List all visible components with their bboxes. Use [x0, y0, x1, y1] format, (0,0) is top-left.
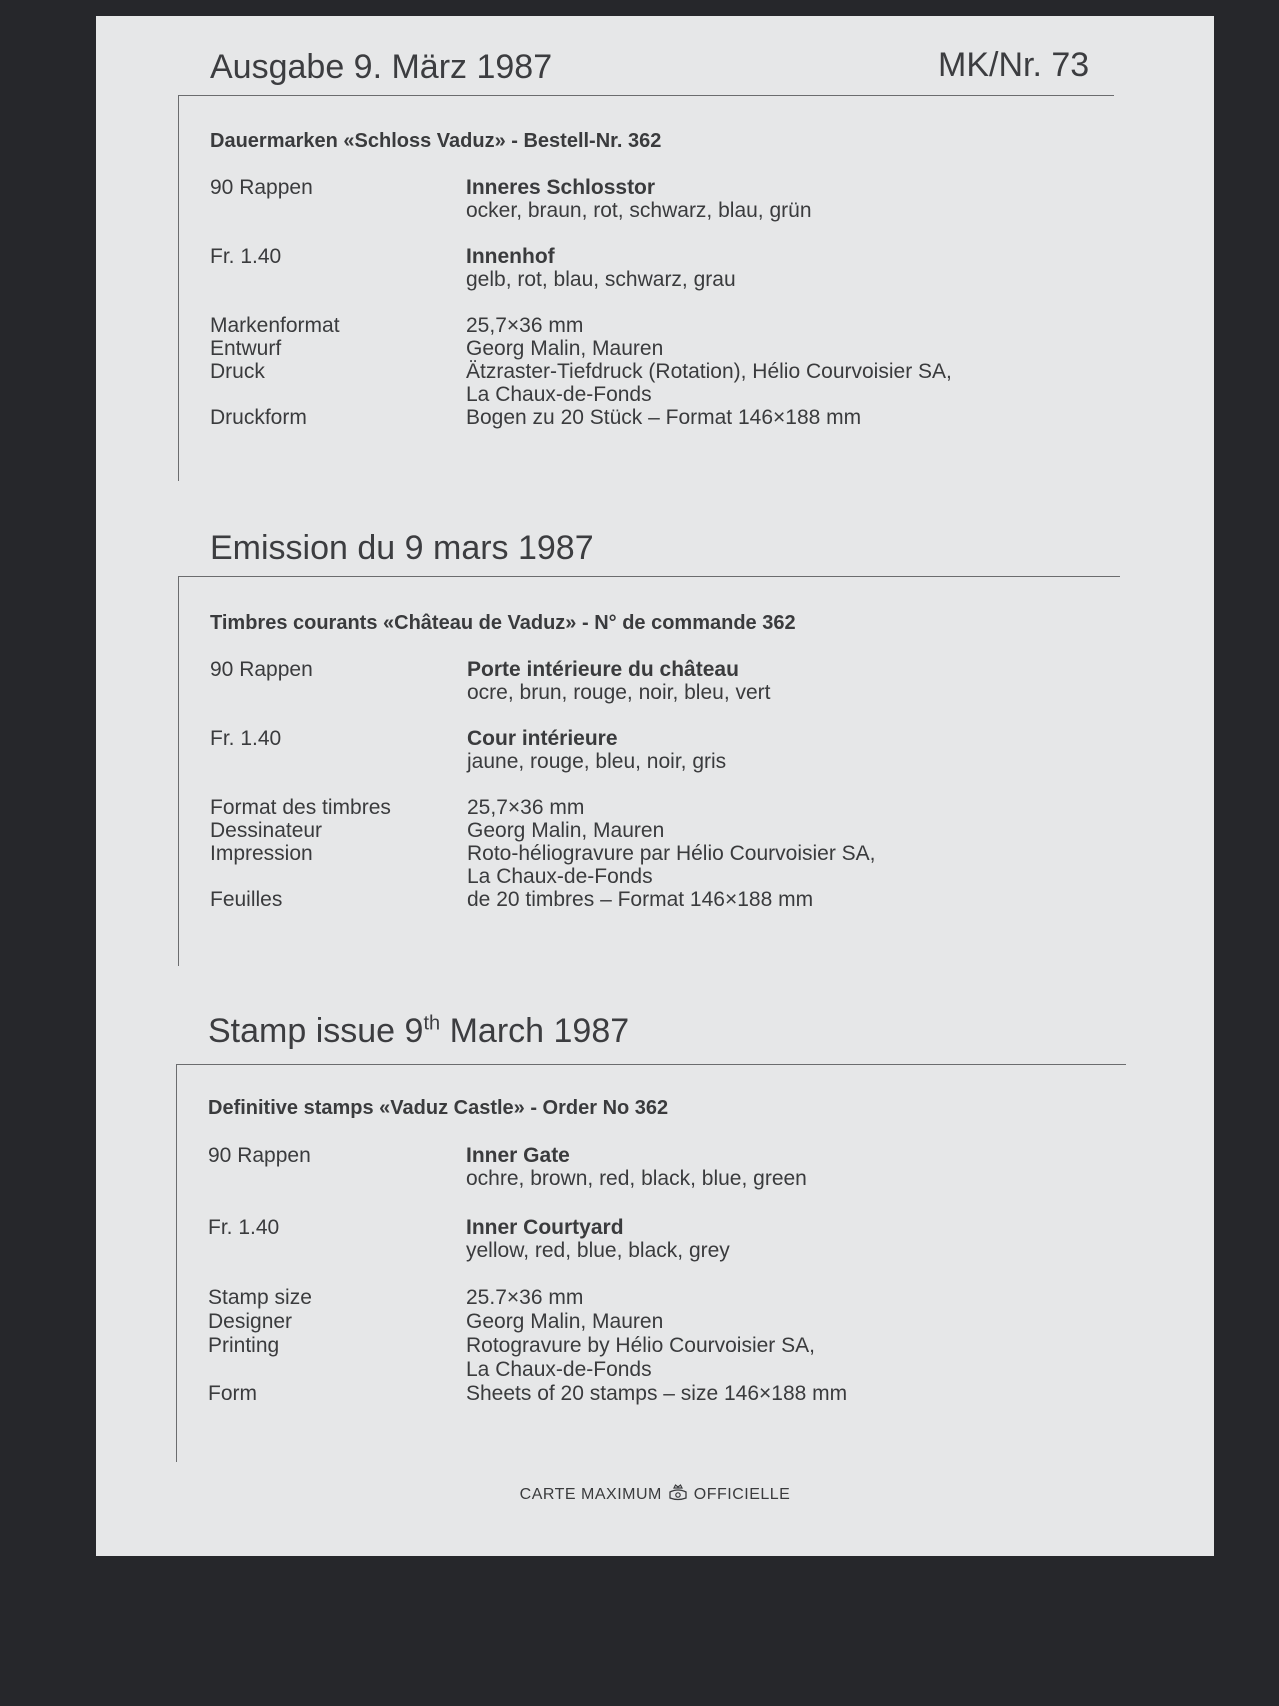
stamp-value: Fr. 1.40 [208, 1216, 280, 1239]
stamp-value: 90 Rappen [210, 658, 313, 681]
detail-label: Druck [210, 360, 265, 383]
detail-value: 25,7×36 mm [466, 314, 584, 337]
detail-value: Roto-héliogravure par Hélio Courvoisier SA, [467, 842, 876, 865]
detail-value: La Chaux-de-Fonds [466, 383, 652, 406]
margin-line-fr [178, 576, 179, 966]
heading-text: Stamp issue 9 [208, 1012, 424, 1050]
stamp-title: Porte intérieure du château [467, 658, 739, 681]
detail-value: Sheets of 20 stamps – size 146×188 mm [466, 1382, 848, 1405]
detail-value: de 20 timbres – Format 146×188 mm [467, 888, 814, 911]
detail-label: Designer [208, 1310, 293, 1333]
footer-right: OFFICIELLE [693, 1486, 791, 1503]
stamp-colors: gelb, rot, blau, schwarz, grau [466, 268, 736, 291]
stamp-value: Fr. 1.40 [210, 245, 282, 268]
detail-value: Bogen zu 20 Stück – Format 146×188 mm [466, 406, 862, 429]
stamp-colors: ochre, brown, red, black, blue, green [466, 1167, 807, 1190]
detail-value: La Chaux-de-Fonds [466, 1358, 652, 1381]
detail-label: Entwurf [210, 337, 282, 360]
detail-label: Impression [210, 842, 313, 865]
divider-de [178, 95, 1114, 96]
card-number: MK/Nr. 73 [938, 46, 1090, 84]
stamp-value: 90 Rappen [208, 1144, 311, 1167]
detail-label: Form [208, 1382, 257, 1405]
detail-label: Druckform [210, 406, 307, 429]
detail-value: Georg Malin, Mauren [466, 1310, 664, 1333]
stamp-title: Inner Gate [466, 1144, 570, 1167]
stamp-colors: jaune, rouge, bleu, noir, gris [467, 750, 727, 773]
detail-value: Rotogravure by Hélio Courvoisier SA, [466, 1334, 815, 1357]
stamp-value: 90 Rappen [210, 176, 313, 199]
posthorn-crown-icon [667, 1484, 689, 1502]
detail-value: La Chaux-de-Fonds [467, 865, 653, 888]
stamp-colors: yellow, red, blue, black, grey [466, 1239, 730, 1262]
detail-label: Dessinateur [210, 819, 323, 842]
stamp-title: Inneres Schlosstor [466, 176, 656, 199]
detail-value: Ätzraster-Tiefdruck (Rotation), Hélio Courvoisier SA, [466, 360, 952, 383]
stamp-title: Innenhof [466, 245, 555, 268]
section-heading-de: Ausgabe 9. März 1987 [210, 48, 553, 86]
subheading-fr: Timbres courants «Château de Vaduz» - N° de commande 362 [210, 612, 796, 634]
stamp-value: Fr. 1.40 [210, 727, 282, 750]
detail-value: Georg Malin, Mauren [466, 337, 664, 360]
detail-value: 25.7×36 mm [466, 1286, 584, 1309]
heading-text-end: March 1987 [440, 1012, 630, 1050]
footer-imprint [96, 1484, 1214, 1504]
detail-label: Format des timbres [210, 796, 391, 819]
margin-line-en [176, 1064, 177, 1462]
stamp-title: Inner Courtyard [466, 1216, 624, 1239]
divider-en [176, 1064, 1126, 1065]
stamp-colors: ocre, brun, rouge, noir, bleu, vert [467, 681, 771, 704]
stamp-colors: ocker, braun, rot, schwarz, blau, grün [466, 199, 812, 222]
detail-value: Georg Malin, Mauren [467, 819, 665, 842]
margin-line-de [178, 95, 179, 481]
maximum-card [96, 16, 1214, 1556]
stamp-title: Cour intérieure [467, 727, 618, 750]
detail-value: 25,7×36 mm [467, 796, 585, 819]
subheading-de: Dauermarken «Schloss Vaduz» - Bestell-Nr. 362 [210, 130, 662, 152]
divider-fr [178, 576, 1120, 577]
detail-label: Printing [208, 1334, 280, 1357]
section-heading-en [208, 1012, 629, 1051]
heading-ordinal: th [423, 1012, 441, 1035]
section-heading-fr: Emission du 9 mars 1987 [210, 529, 594, 567]
detail-label: Stamp size [208, 1286, 312, 1309]
detail-label: Feuilles [210, 888, 283, 911]
detail-label: Markenformat [210, 314, 340, 337]
subheading-en: Definitive stamps «Vaduz Castle» - Order No 362 [208, 1097, 669, 1119]
footer-left: CARTE MAXIMUM [519, 1486, 662, 1503]
